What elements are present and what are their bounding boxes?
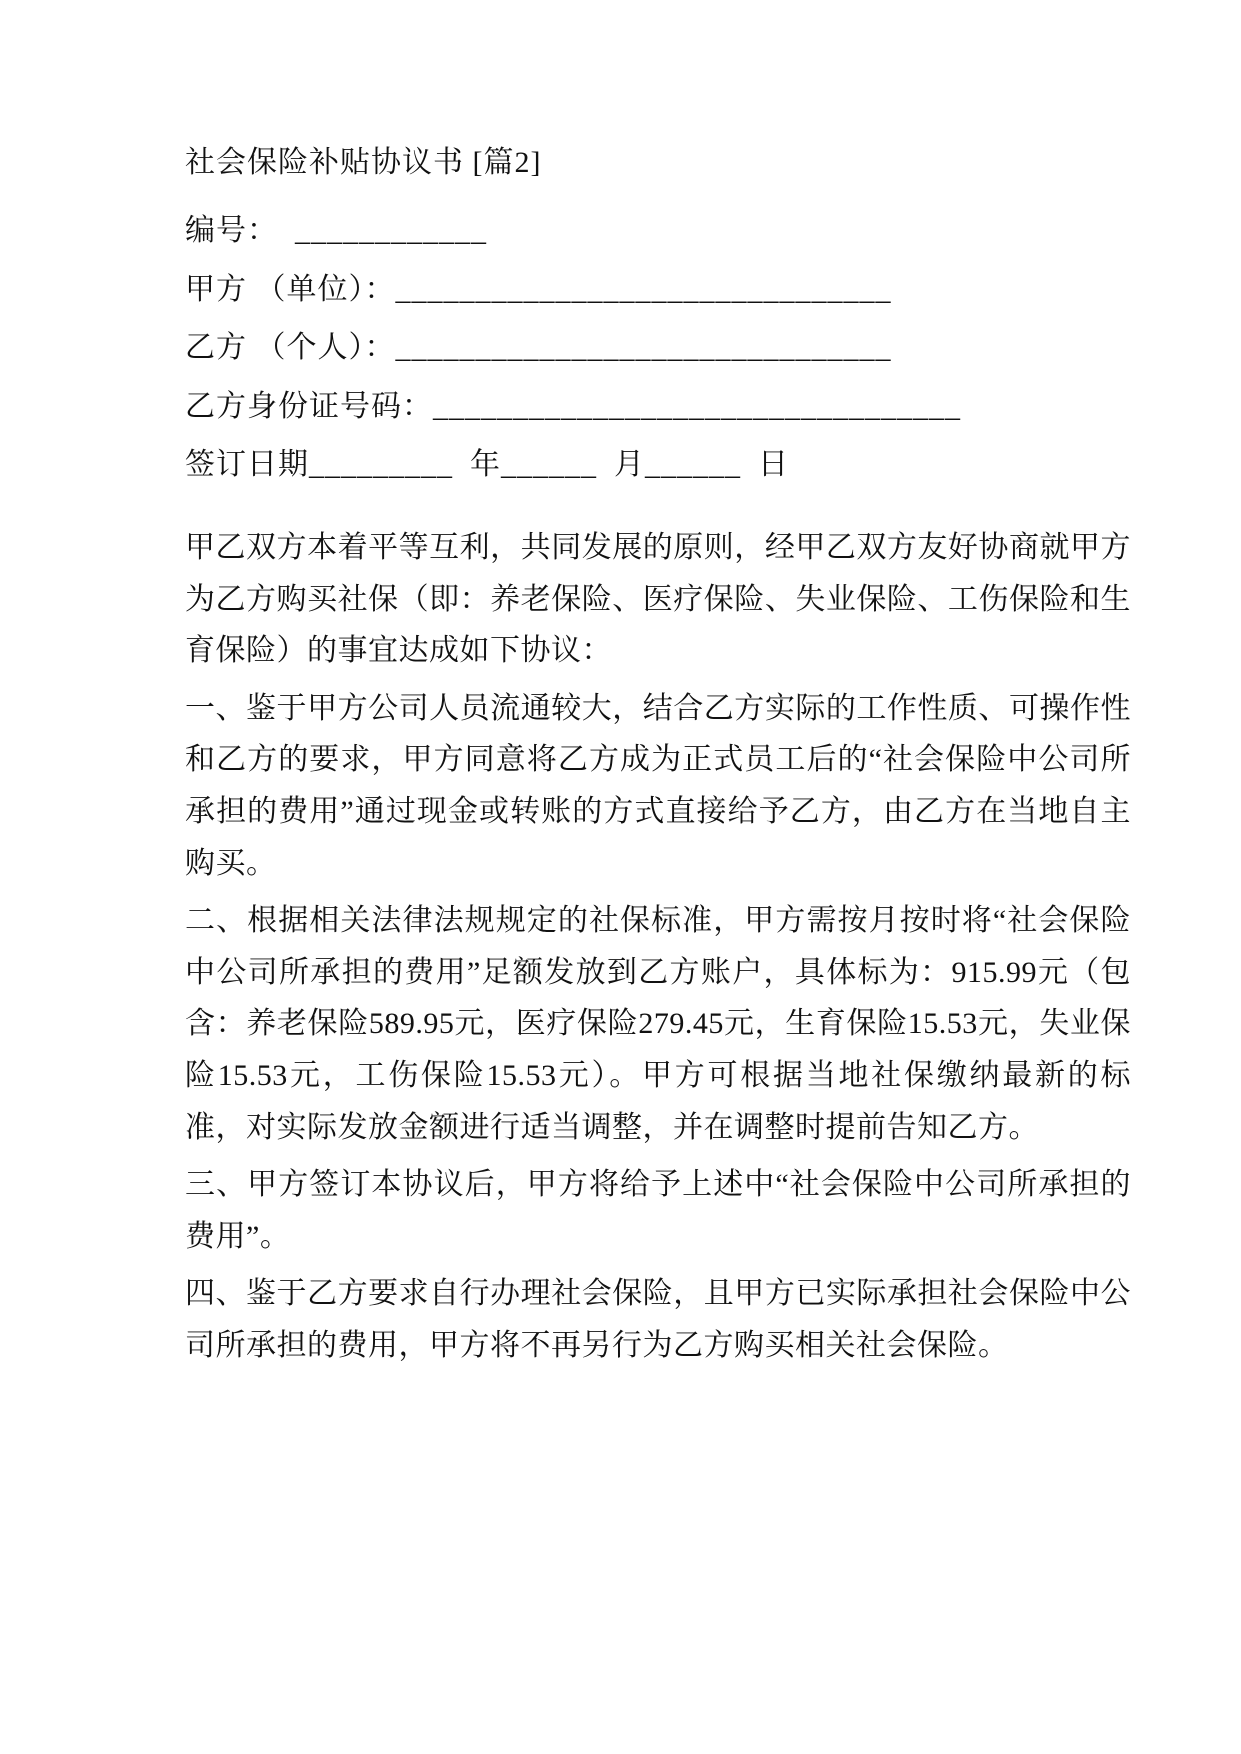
- paragraph-preamble: 甲乙双方本着平等互利，共同发展的原则，经甲乙双方友好协商就甲方为乙方购买社保（即：养老保险、医疗保险、失业保险、工伤保险和生育保险）的事宜达成如下协议：: [185, 530, 1131, 668]
- field-serial-number: 编号： ____________: [185, 214, 487, 247]
- paragraph-clause-1: 一、鉴于甲方公司人员流通较大，结合乙方实际的工作性质、可操作性和乙方的要求，甲方同意将乙方成为正式员工后的“社会保险中公司所承担的费用”通过现金或转账的方式直接给予乙方，由乙方在当地自主购买。: [185, 691, 1131, 880]
- field-party-b: 乙方 （个人）：_______________________________: [185, 331, 892, 365]
- paragraph-clause-4: 四、鉴于乙方要求自行办理社会保险，且甲方已实际承担社会保险中公司所承担的费用，甲方将不再另行为乙方购买相关社会保险。: [185, 1277, 1131, 1362]
- divider-spacer: [185, 500, 1131, 508]
- field-party-b-id-number: 乙方身份证号码：_________________________________: [185, 389, 961, 423]
- paragraph-clause-2: 二、根据相关法律法规规定的社保标准，甲方需按月按时将“社会保险中公司所承担的费用”足额发放到乙方账户，具体标为：915.99元（包含：养老保险589.95元，医疗保险279.45元，生育保险15.53元，失业保险15.53元，工伤保险15.53元）。甲方可根据当地社保缴纳最新的标准，对实际发放金额进行适当调整，并在调整时提前告知乙方。: [185, 904, 1131, 1144]
- field-signing-date: 签订日期_________ 年______ 月______ 日: [185, 448, 789, 482]
- page-title: 社会保险补贴协议书 [篇2]: [185, 146, 542, 179]
- field-party-a: 甲方 （单位）：_______________________________: [185, 272, 892, 306]
- paragraph-clause-3: 三、甲方签订本协议后，甲方将给予上述中“社会保险中公司所承担的费用”。: [185, 1168, 1131, 1253]
